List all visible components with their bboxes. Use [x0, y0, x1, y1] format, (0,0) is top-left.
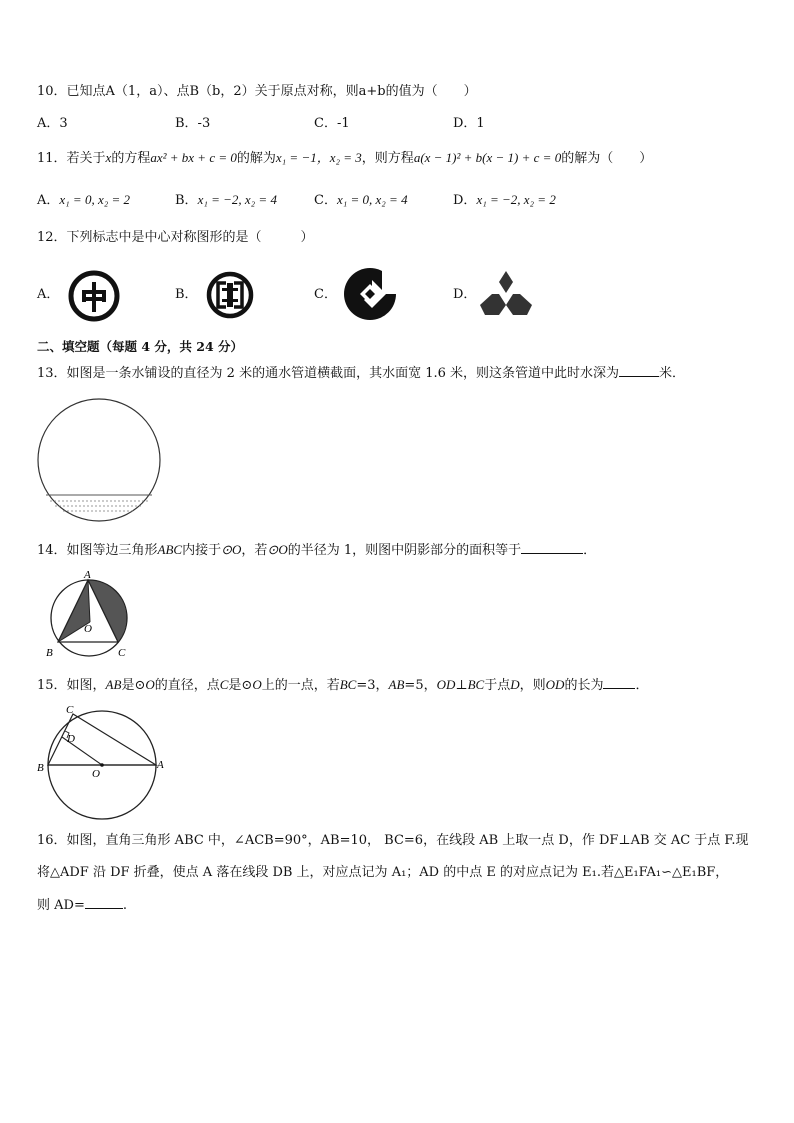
answer-blank	[619, 364, 659, 377]
q11-option-a: A．x₁ = 0, x₂ = 2	[37, 192, 131, 208]
q11-option-d: D．x₁ = −2, x₂ = 2	[453, 192, 556, 208]
label-b: B	[37, 762, 44, 774]
question-12-stem: 12．下列标志中是中心对称图形的是（ ）	[37, 230, 314, 245]
question-16-line-1: 16．如图，直角三角形 ABC 中，∠ACB=90°，AB=10， BC=6，在线段 AB 上取一点 D，作 DF⊥AB 交 AC 于点 F.现	[37, 833, 749, 848]
q10-option-a: A．3	[37, 116, 68, 131]
equation-2: a(x − 1)² + b(x − 1) + c = 0	[413, 150, 562, 165]
q11-option-b: B．x₁ = −2, x₂ = 4	[175, 192, 277, 208]
label-o: O	[84, 623, 92, 635]
label-a: A	[84, 569, 91, 581]
q10-option-b: B．-3	[175, 116, 211, 131]
q12-option-c: C．	[314, 287, 337, 302]
circle-diameter-figure	[34, 702, 172, 824]
q10-option-c: C．-1	[314, 116, 350, 131]
three-diamond-logo-icon	[480, 270, 532, 316]
label-d: D	[67, 733, 75, 745]
bank-logo-c-icon	[342, 266, 398, 322]
label-c: C	[66, 704, 74, 716]
equation-1: ax² + bx + c = 0	[150, 150, 237, 165]
question-13-stem: 13．如图是一条水铺设的直径为 2 米的通水管道横截面，其水面宽 1.6 米，则这条管道中此时水深为 米．	[37, 366, 686, 381]
answer-blank	[603, 676, 635, 689]
label-b: B	[46, 647, 53, 659]
q12-option-d: D．	[453, 287, 477, 302]
question-11-stem: 11．若关于x的方程ax² + bx + c = 0的解为x₁ = −1，x₂ = 3，则方程a(x − 1)² + b(x − 1) + c = 0的解为（ ）	[37, 150, 653, 166]
q11-option-c: C．x₁ = 0, x₂ = 4	[314, 192, 408, 208]
q12-option-a: A．	[37, 287, 60, 302]
given-solutions: x₁ = −1，x₂ = 3	[275, 150, 362, 165]
q12-option-b: B．	[175, 287, 198, 302]
answer-blank	[521, 541, 583, 554]
question-15-stem: 15．如图，AB是⊙O的直径，点C是⊙O上的一点，若BC=3，AB=5，OD⊥BC于点D，则OD的长为 ．	[37, 677, 649, 693]
answer-blank	[85, 896, 123, 909]
q10-option-d: D．1	[453, 116, 485, 131]
question-16-line-2: 将△ADF 沿 DF 折叠，使点 A 落在线段 DB 上，对应点记为 A₁；AD 的中点 E 的对应点记为 E₁.若△E₁FA₁∽△E₁BF，	[37, 865, 729, 880]
label-c: C	[118, 647, 126, 659]
bank-logo-a-icon	[68, 270, 120, 322]
label-a: A	[157, 759, 164, 771]
inscribed-triangle-figure	[40, 570, 140, 662]
pipe-cross-section-figure	[36, 395, 162, 525]
question-10-stem: 10．已知点A（1，a）、点B（b，2）关于原点对称，则a+b的值为（ ）	[37, 84, 477, 99]
question-16-line-3: 则 AD= .	[37, 898, 127, 913]
section-title: 二、填空题（每题 4 分，共 24 分）	[37, 339, 244, 354]
bank-logo-b-icon	[205, 270, 255, 320]
question-14-stem: 14．如图等边三角形ABC内接于⊙O，若⊙O的半径为 1，则图中阴影部分的面积等于 ．	[37, 542, 597, 558]
label-o: O	[92, 768, 100, 780]
